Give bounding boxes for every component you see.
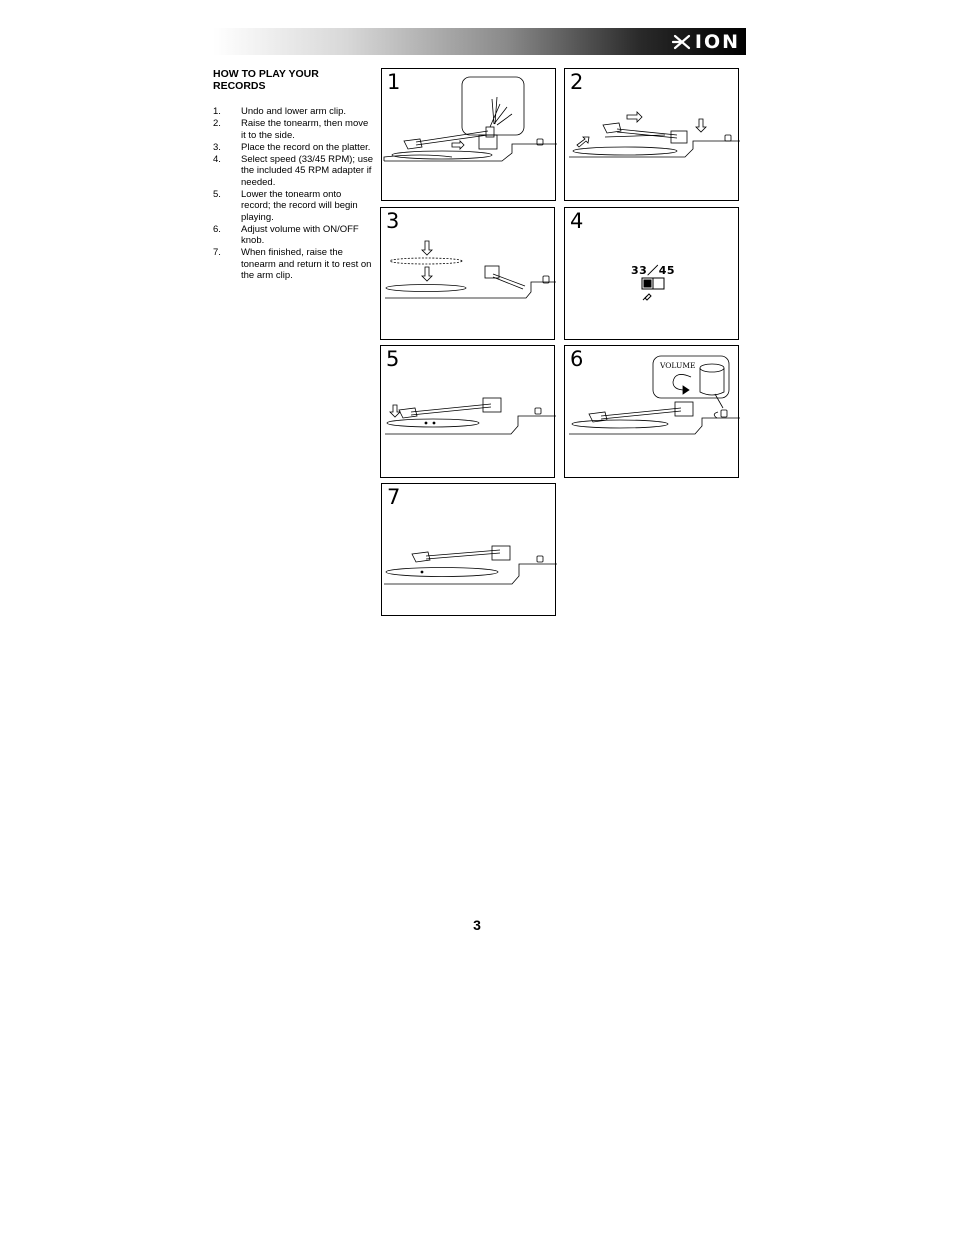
section-title: HOW TO PLAY YOUR RECORDS (213, 68, 319, 92)
brand-logo (672, 31, 740, 52)
page-number: 3 (473, 917, 481, 933)
panel-number: 5 (386, 347, 400, 371)
step-panel-5 (380, 345, 555, 478)
panel-number: 1 (387, 70, 401, 94)
list-item (213, 224, 373, 247)
step-number: 1. (213, 106, 221, 117)
list-item (213, 247, 373, 282)
brand-name: ION (694, 30, 740, 53)
speed-label: 33／45 (630, 264, 676, 277)
turntable-illustration (381, 346, 556, 479)
burst-icon (672, 32, 692, 52)
list-item (213, 189, 373, 224)
step-text: Select speed (33/45 RPM); use the included 45 RPM adapter if needed. (241, 153, 374, 188)
list-item (213, 142, 373, 154)
panel-number: 7 (387, 485, 401, 509)
list-item (213, 154, 373, 189)
step-panel-6 (564, 345, 739, 478)
step-text: Raise the tonearm, then move it to the side. (241, 118, 369, 141)
step-panel-1 (381, 68, 556, 201)
step-panel-7 (381, 483, 556, 616)
turntable-illustration (382, 69, 557, 202)
step-text: Place the record on the platter. (241, 141, 371, 153)
step-number: 7. (213, 247, 221, 258)
panel-number: 3 (386, 209, 400, 233)
list-item (213, 118, 373, 141)
panel-number: 2 (570, 70, 584, 94)
step-number: 3. (213, 141, 221, 153)
panel-number: 6 (570, 347, 584, 371)
step-text: Undo and lower arm clip. (241, 106, 347, 117)
step-number: 6. (213, 223, 221, 235)
step-text: Adjust volume with ON/OFF knob. (241, 223, 359, 246)
panel-number: 4 (570, 209, 584, 233)
step-panel-3 (380, 207, 555, 340)
step-number: 4. (213, 153, 221, 165)
header-bar (213, 28, 746, 55)
step-number: 2. (213, 118, 221, 129)
step-panel-2 (564, 68, 739, 201)
step-text: When finished, raise the tonearm and return it to rest on the arm clip. (241, 247, 372, 281)
step-text: Lower the tonearm onto record; the record will begin playing. (241, 188, 358, 223)
list-item (213, 106, 373, 118)
speed-switch-illustration (565, 208, 740, 341)
turntable-illustration (565, 69, 740, 202)
step-panel-4 (564, 207, 739, 340)
turntable-illustration (565, 346, 740, 479)
step-number: 5. (213, 188, 221, 200)
volume-label: VOLUME (660, 361, 696, 370)
turntable-illustration (382, 484, 557, 617)
steps-list (213, 106, 373, 282)
turntable-illustration (381, 208, 556, 341)
